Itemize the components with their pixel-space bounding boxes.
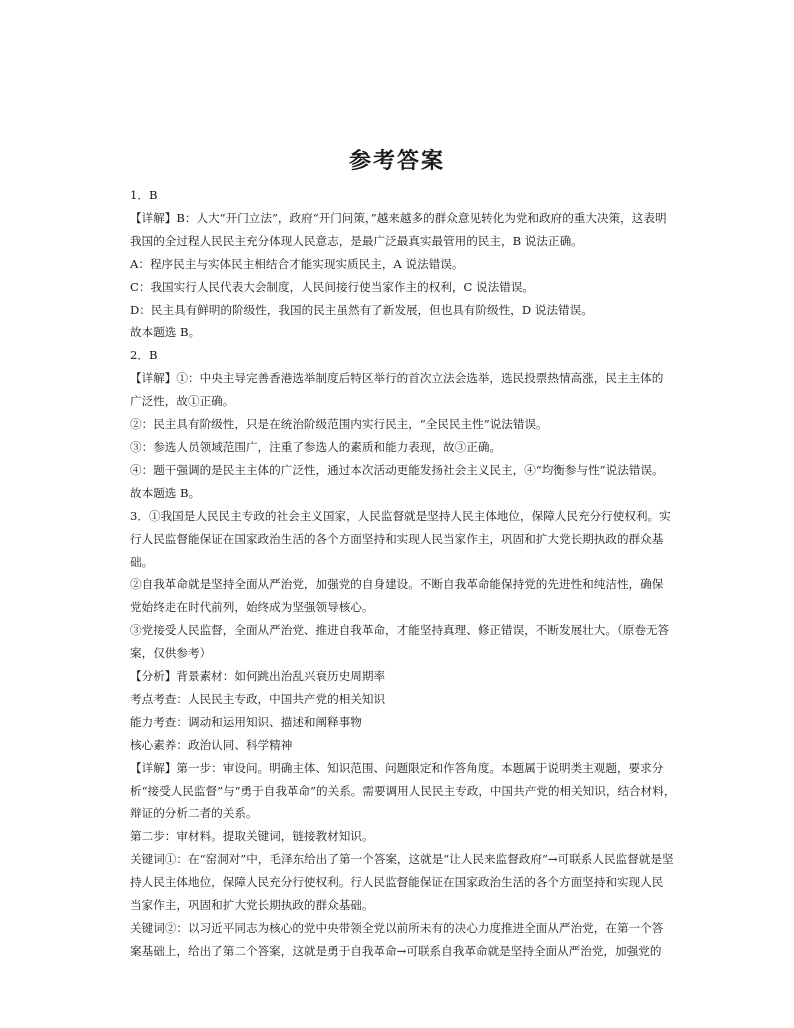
- text-line: 析“接受人民监督”与“勇于自我革命”的关系。需要调用人民民主专政，中国共产党的相关知识，结合材料，: [130, 783, 676, 798]
- text-line: 1．B: [130, 188, 158, 202]
- text-line: 核心素养：政治认同、科学精神: [130, 737, 293, 752]
- text-line: 党始终走在时代前列，始终成为坚强领导核心。: [130, 600, 374, 615]
- text-line: 【详解】第一步：审设问。明确主体、知识范围、问题限定和作答角度。本题属于说明类主观题，要求分: [130, 760, 664, 775]
- text-line: 关键词①：在“窑洞对”中，毛泽东给出了第一个答案，这就是“让人民来监督政府”→可联系人民监督就是坚: [130, 852, 674, 867]
- text-line: 案，仅供参考）: [130, 646, 212, 661]
- text-line: 广泛性，故①正确。: [130, 394, 235, 409]
- text-line: ②：民主具有阶级性，只是在统治阶级范围内实行民主，“全民民主性”说法错误。: [130, 417, 548, 432]
- answer-body: [130, 184, 718, 963]
- text-line: 故本题选 B。: [130, 325, 201, 340]
- text-line: A：程序民主与实体民主相结合才能实现实质民主，A 说法错误。: [130, 256, 464, 271]
- text-line: 2．B: [130, 348, 158, 363]
- text-line: 故本题选 B。: [130, 485, 201, 500]
- text-line: 【详解】B：人大“开门立法”，政府“开门问策，”越来越多的群众意见转化为党和政府的重大决策，这表明: [130, 210, 667, 225]
- text-line: 行人民监督能保证在国家政治生活的各个方面坚持和实现人民当家作主，巩固和扩大党长期执政的群众基: [130, 531, 664, 546]
- text-line: 第二步：审材料。提取关键词，链接教材知识。: [130, 829, 374, 844]
- text-line: ③：参选人员领域范围广，注重了参选人的素质和能力表现，故③正确。: [130, 439, 502, 454]
- text-line: 础。: [130, 554, 154, 569]
- text-line: C：我国实行人民代表大会制度，人民间接行使当家作主的权利，C 说法错误。: [130, 279, 535, 294]
- text-line: 【详解】①：中央主导完善香港选举制度后特区举行的首次立法会选举，选民投票热情高涨，民主主体的: [130, 371, 664, 386]
- text-line: 当家作主，巩固和扩大党长期执政的群众基础。: [130, 898, 374, 913]
- text-line: ③党接受人民监督，全面从严治党、推进自我革命，才能坚持真理、修正错误，不断发展壮大。（原卷无答: [130, 623, 670, 638]
- text-line: 我国的全过程人民民主充分体现人民意志，是最广泛最真实最管用的民主，B 说法正确。: [130, 233, 583, 248]
- text-line: 辩证的分析二者的关系。: [130, 806, 258, 821]
- page-title: 参考答案: [348, 149, 445, 174]
- text-line: 3．①我国是人民民主专政的社会主义国家，人民监督就是坚持人民主体地位，保障人民充分行使权利。实: [130, 508, 671, 523]
- text-line: 能力考查：调动和运用知识、描述和阐释事物: [130, 714, 362, 729]
- text-line: 【分析】背景素材：如何跳出治乱兴衰历史周期率: [130, 669, 386, 684]
- text-line: ②自我革命就是坚持全面从严治党，加强党的自身建设。不断自我革命能保持党的先进性和纯洁性，确保: [130, 577, 664, 592]
- text-line: 考点考查：人民民主专政，中国共产党的相关知识: [130, 691, 386, 706]
- text-line: 持人民主体地位，保障人民充分行使权利。行人民监督能保证在国家政治生活的各个方面坚持和实现人民: [130, 875, 664, 890]
- text-line: 关键词②：以习近平同志为核心的党中央带领全党以前所未有的决心力度推进全面从严治党，在第一个答: [130, 921, 664, 935]
- text-line: 案基础上，给出了第二个答案，这就是勇于自我革命→可联系自我革命就是坚持全面从严治党，加强党的: [130, 943, 662, 958]
- text-line: ④：题干强调的是民主主体的广泛性，通过本次活动更能发扬社会主义民主，④“均衡参与性”说法错误。: [130, 462, 664, 477]
- text-line: D：民主具有鲜明的阶级性，我国的民主虽然有了新发展，但也具有阶级性，D 说法错误。: [130, 302, 593, 317]
